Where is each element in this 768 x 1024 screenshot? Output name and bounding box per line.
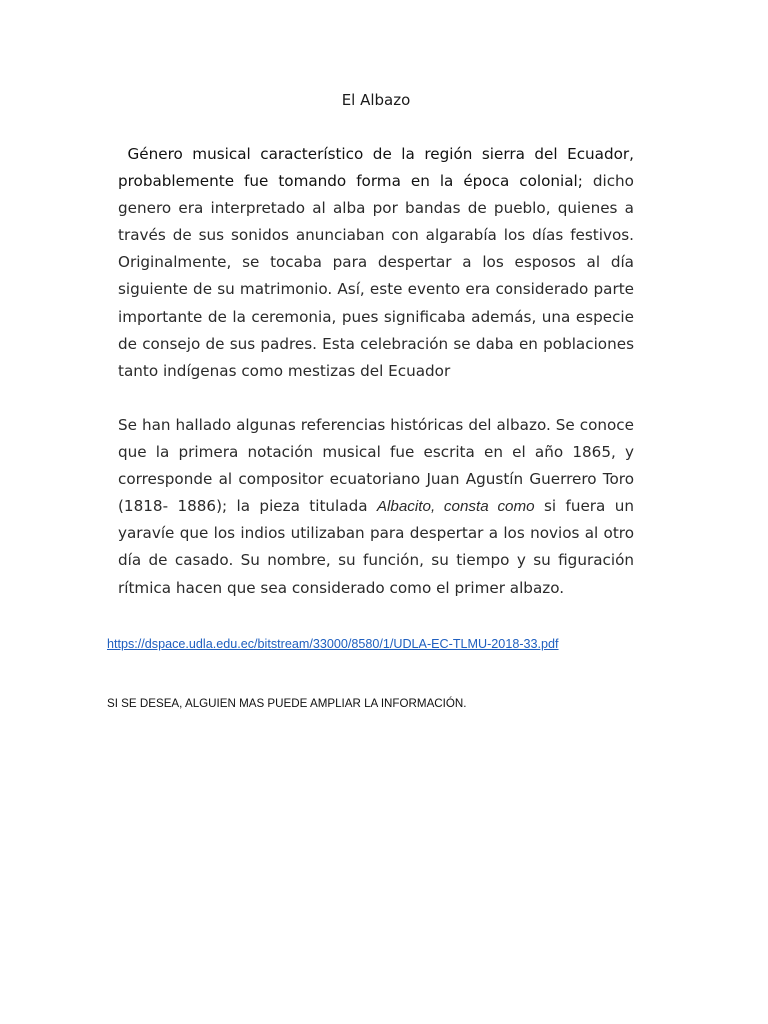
paragraph-origin-rest: dicho genero era interpretado al alba por bandas de pueblo, quienes a través de sus sonidos anunciaban con algarabía los días festivos. Originalmente, se tocaba para despertar a los esposos al día siguiente de su matrimonio. Así, este evento era considerado parte importante de la ceremonia, pues significaba además, una especie de consejo de sus padres. Esta celebración se daba en poblaciones tanto indígenas como mestizas del Ecuador xyxy=(118,172,634,380)
page-title: El Albazo xyxy=(341,91,411,109)
paragraph-history-after: si fuera un yaravíe que los indios utilizaban para despertar a los novios al otro día de casado. Su nombre, su función, su tiempo y su figuración rítmica hacen que sea considerado como el primer albazo. xyxy=(118,497,634,597)
closing-note: SI SE DESEA, ALGUIEN MAS PUEDE AMPLIAR LA INFORMACIÓN. xyxy=(107,697,467,710)
paragraph-history-before: Se han hallado algunas referencias históricas del albazo. Se conoce que la primera notación musical fue escrita en el año 1865, y corresponde al compositor ecuatoriano Juan Agustín Guerrero Toro (1818- 1886); la pieza titulada xyxy=(118,416,634,516)
source-link[interactable]: https://dspace.udla.edu.ec/bitstream/33000/8580/1/UDLA-EC-TLMU-2018-33.pdf xyxy=(107,637,559,651)
paragraph-history xyxy=(118,412,634,602)
paragraph-origin-lead: Género musical característico de la región sierra del Ecuador, probablemente fue tomando forma en la época colonial; xyxy=(118,145,634,191)
paragraph-history-italic: Albacito, consta como xyxy=(376,498,535,516)
paragraph-origin xyxy=(118,141,634,385)
